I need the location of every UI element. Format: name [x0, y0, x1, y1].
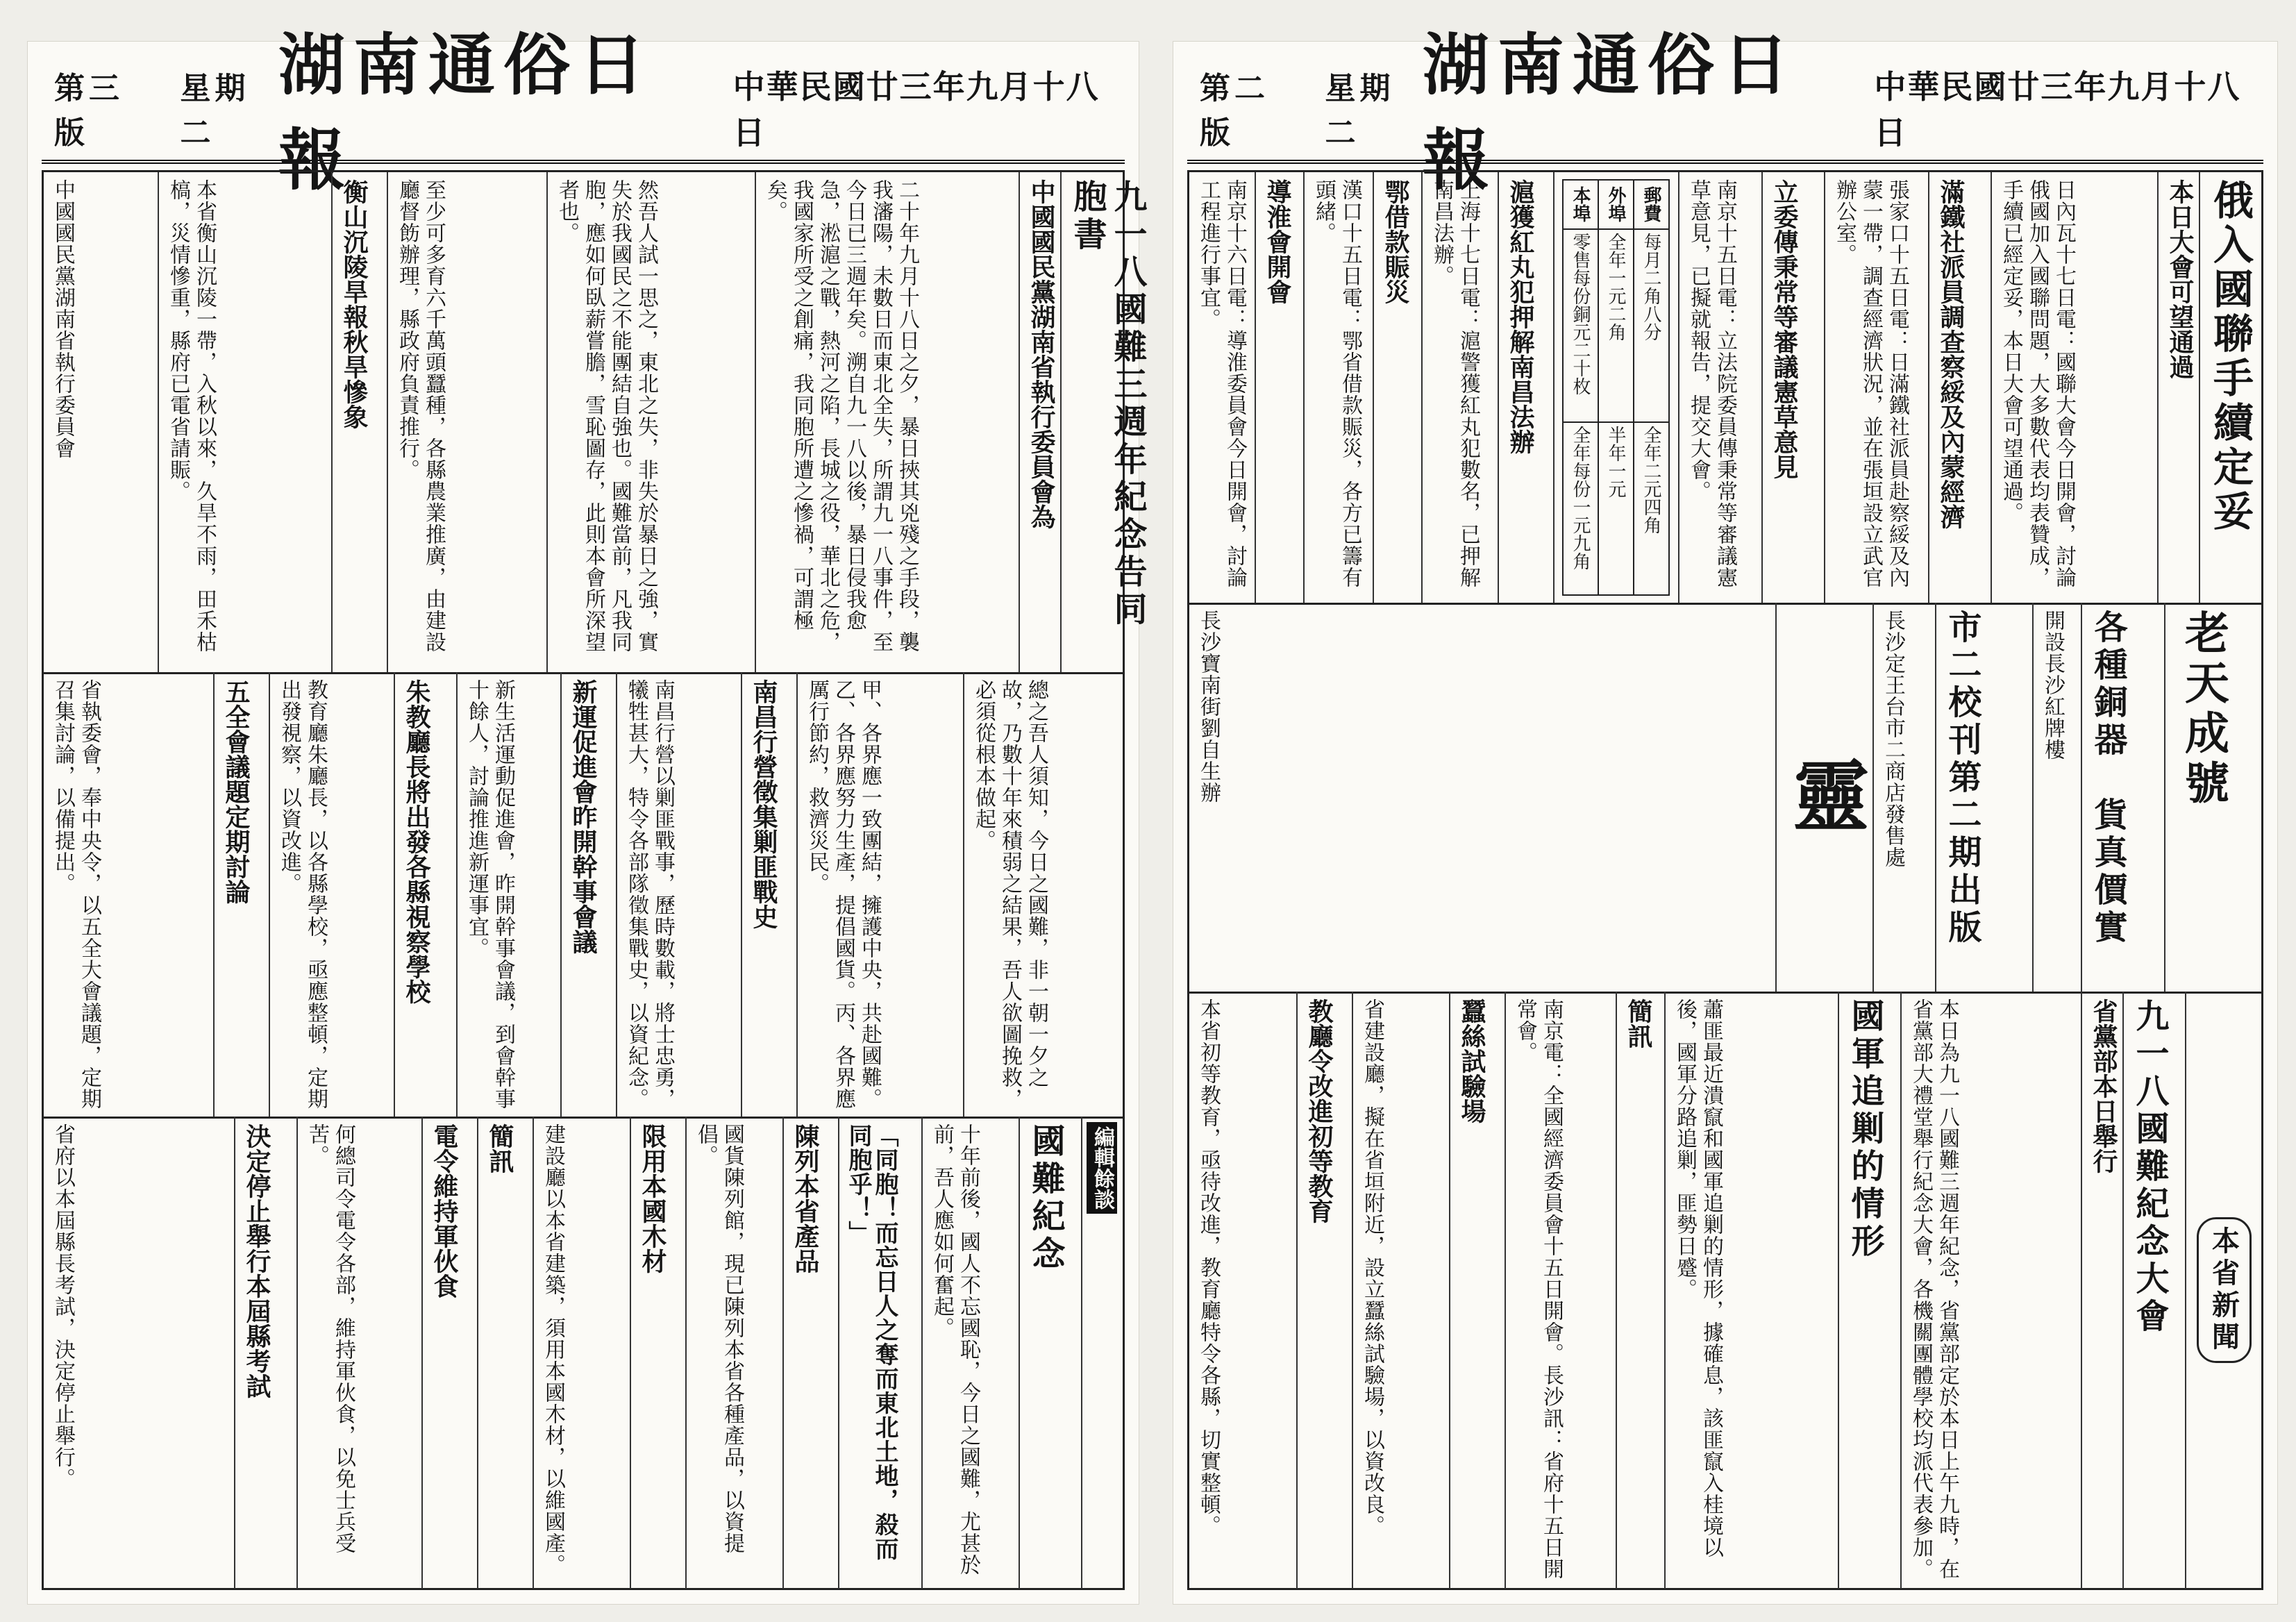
- page-body: [1187, 170, 2263, 1590]
- ad-brand: 靈: [1780, 756, 1870, 838]
- price-header: 本埠: [1563, 180, 1598, 229]
- text-cell: [1900, 992, 2081, 1589]
- article-text: 蕭匪最近潰竄和國軍追剿的情形，據確息，該匪竄入桂境以後，國軍分路追剿，匪勢日蹙。: [1673, 998, 1723, 1558]
- text-cell: [546, 172, 755, 672]
- article-headline: 滿鐵社派員調查察綏及內蒙經濟: [1936, 179, 1966, 529]
- article-text: 何總司令電令各部，維持軍伙食，以免士兵受苦。: [305, 1123, 355, 1554]
- text-cell: [796, 672, 963, 1117]
- headline-cell: [1838, 992, 1900, 1589]
- headline-cell: [782, 1117, 838, 1589]
- section-label-cell: [2185, 992, 2261, 1589]
- price-cell: 零售每份銅元二十枚: [1563, 229, 1598, 422]
- article-text: 省執委會，奉中央令，以五全大會議題，定期召集討論，以備提出。: [51, 679, 101, 1110]
- ad-address: 開設長沙紅牌樓: [2041, 610, 2065, 760]
- article-headline: 簡訊: [485, 1123, 514, 1173]
- masthead: [42, 26, 1125, 199]
- headline-cell: [1449, 992, 1505, 1589]
- article-text: 教育廳朱廳長，以各縣學校，亟應整頓，定期出發視察，以資改進。: [277, 679, 328, 1110]
- text-cell: [1421, 172, 1498, 603]
- article-quote: 「同胞！而忘日人之奪而東北土地，殺而同胞乎！」: [844, 1123, 898, 1561]
- article-subheadline: 本日大會可望通過: [2165, 179, 2195, 379]
- ad-address: 長沙定王台市二商店發售處: [1881, 610, 1905, 868]
- text-cell: [533, 1117, 630, 1589]
- subheadline-cell: [1019, 172, 1060, 672]
- ad-cell: [2032, 603, 2081, 992]
- newspaper-title: 湖南通俗日報: [278, 26, 654, 199]
- subheadline-cell: [2081, 992, 2122, 1589]
- article-headline: 電令維持軍伙食: [430, 1123, 459, 1298]
- article-text: 省府以本屆縣長考試，決定停止舉行。: [51, 1123, 75, 1489]
- article-headline: 立委傳秉常等審議憲草意見: [1770, 179, 1799, 479]
- column-label: 編輯餘談: [1087, 1122, 1117, 1214]
- newspaper-title: 湖南通俗日報: [1422, 26, 1798, 199]
- weekday-label: 星期二: [1325, 71, 1395, 151]
- headline-cell: [1060, 172, 1147, 672]
- section-label: 本省新聞: [2197, 1217, 2252, 1363]
- headline-cell: [1928, 172, 1991, 603]
- article-headline: 蠶絲試驗場: [1457, 998, 1486, 1123]
- price-cell: 全年一元二角: [1598, 229, 1634, 422]
- price-cell: 全年二元四角: [1634, 422, 1669, 595]
- ad-cell: [1775, 603, 1872, 992]
- newspaper-page-2: [1173, 26, 2277, 1604]
- article-headline: 衡山沉陵旱報秋旱慘象: [340, 179, 369, 429]
- ad-cell: [1189, 603, 1775, 992]
- subheadline-cell: [2157, 172, 2199, 603]
- price-header: 郵費: [1634, 180, 1669, 229]
- text-cell: [1664, 992, 1838, 1589]
- article-headline: 國軍追剿的情形: [1845, 998, 1884, 1261]
- price-table-cell: [1553, 172, 1678, 603]
- text-cell: [1303, 172, 1373, 603]
- headline-cell: [560, 672, 616, 1117]
- article-headline: 鄂借款賑災: [1381, 179, 1410, 304]
- article-headline: 俄入國聯手續定妥: [2206, 179, 2254, 535]
- headline-cell: [630, 1117, 685, 1589]
- issue-date: 中華民國廿三年九月十八日: [1874, 68, 2241, 151]
- article-text: 南京電：全國經濟委員會十五日開會。長沙訊：省府十五日開常會。: [1513, 998, 1564, 1580]
- headline-cell: [477, 1117, 533, 1589]
- article-headline: 九一八國難紀念大會: [2130, 998, 2169, 1336]
- text-cell: [269, 672, 394, 1117]
- article-text: 本省初等教育，亟待改進，教育廳特令各縣，切實整頓。: [1196, 998, 1221, 1537]
- headline-cell: [1616, 992, 1664, 1589]
- headline-cell: [234, 1117, 296, 1589]
- ad-cell: [1872, 603, 1935, 992]
- article-text: 新生活運動促進會，昨開幹事會議，到會幹事十餘人，討論推進新運事宜。: [464, 679, 515, 1110]
- article-headline: 導淮會開會: [1263, 179, 1292, 304]
- text-cell: [44, 172, 158, 672]
- article-text: 省建設廳，擬在省垣附近，設立蠶絲試驗場，以資改良。: [1360, 998, 1384, 1537]
- text-cell: [1991, 172, 2157, 603]
- article-headline: 陳列本省產品: [791, 1123, 820, 1273]
- newspaper-page-3: [28, 26, 1147, 1604]
- article-subheadline: 中國國民黨湖南省執行委員會為: [1027, 179, 1056, 529]
- article-text: 中國國民黨湖南省執行委員會: [51, 179, 75, 459]
- price-cell: 半年一元: [1598, 422, 1634, 595]
- text-cell: [1678, 172, 1761, 603]
- bottom-section: [1189, 992, 2261, 1589]
- headline-cell: [394, 672, 456, 1117]
- text-cell: [1505, 992, 1616, 1589]
- article-text: 張家口十五日電：日滿鐵社派員赴察綏及內蒙一帶，調查經濟狀況，並在張垣設立武官辦公室。: [1832, 179, 1909, 588]
- headline-cell: [331, 172, 387, 672]
- text-cell: [1189, 172, 1255, 603]
- text-cell: [963, 672, 1123, 1117]
- article-text: 日內瓦十七日電：國聯大會今日開會，討論俄國加入國聯問題，大多數代表均表贊成，手續已經定妥，本日大會可望通過。: [1999, 179, 2076, 588]
- article-headline: 九一八國難三週年紀念告同胞書: [1068, 179, 1147, 629]
- text-cell: [755, 172, 1019, 672]
- text-cell: [456, 672, 560, 1117]
- top-section: [44, 172, 1147, 674]
- issue-date: 中華民國廿三年九月十八日: [732, 68, 1100, 151]
- article-text: 本日為九一八國難三週年紀念，省黨部定於本日上午九時，在省黨部大禮堂舉行紀念大會，各機關團體學校均派代表參加。: [1909, 998, 1959, 1580]
- headline-cell: [1373, 172, 1421, 603]
- article-text: 甲、各界應一致團結，擁護中央，共赴國難。乙、各界應努力生產，提倡國貨。丙、各界應厲行節約，救濟災民。: [805, 679, 882, 1110]
- article-headline: 朱教廳長將出發各縣視察學校: [402, 679, 431, 1004]
- ad-title: 市二校刊第二期出版: [1943, 610, 1981, 947]
- article-text: 南京十五日電：立法院委員傳秉常等審議憲草意見，已擬就報告，提交大會。: [1686, 179, 1737, 588]
- price-table: [1562, 179, 1670, 596]
- article-text: 二十年九月十八日之夕，暴日挾其兇殘之手段，襲我瀋陽，未數日而東北全失，所謂九一八事件，至今日已三週年矣。溯自九一八以後，暴日侵我愈急，淞滬之戰，熱河之陷，長城之役，華北之危，我國家所受之創痛，我同胞所遭之慘禍，可謂極矣。: [763, 179, 919, 653]
- edition-label: 第三版: [54, 71, 124, 151]
- ad-cell: [2164, 603, 2261, 992]
- text-cell: [158, 172, 331, 672]
- article-text: 漢口十五日電：鄂省借款賑災，各方已籌有頭緒。: [1312, 179, 1362, 588]
- price-cell: 全年每份一元九角: [1563, 422, 1598, 595]
- headline-cell: [1761, 172, 1824, 603]
- article-subheadline: 省黨部本日舉行: [2089, 998, 2118, 1173]
- article-headline: 簡訊: [1624, 998, 1653, 1048]
- headline-cell: [1255, 172, 1303, 603]
- middle-section: [44, 672, 1123, 1119]
- text-cell: [1189, 992, 1296, 1589]
- article-text: 南昌行營以剿匪戰事，歷時數載，將士忠勇，犧牲甚大，特令各部隊徵集戰史，以資紀念。: [624, 679, 675, 1110]
- text-cell: [387, 172, 546, 672]
- page-body: [42, 170, 1147, 1590]
- edition-label: 第二版: [1200, 71, 1269, 151]
- price-cell: 每月二角八分: [1634, 229, 1669, 422]
- article-text: 南京十六日電：導淮委員會今日開會，討論工程進行事宜。: [1196, 179, 1247, 588]
- ad-cell: [2081, 603, 2164, 992]
- advertisement-section: [1189, 603, 2261, 994]
- price-header: 外埠: [1598, 180, 1634, 229]
- article-text: 國貨陳列館，現已陳列本省各種產品，以資提倡。: [694, 1123, 744, 1554]
- ad-brand: 老天成號: [2177, 610, 2229, 810]
- text-cell: [685, 1117, 782, 1589]
- ad-address: 長沙寶南街劉自生辦: [1196, 610, 1221, 803]
- headline-cell: [213, 672, 269, 1117]
- headline-cell: [741, 672, 796, 1117]
- masthead: [1187, 26, 2263, 199]
- text-cell: [921, 1117, 1019, 1589]
- text-cell: [296, 1117, 421, 1589]
- article-headline: 國難紀念: [1026, 1123, 1065, 1273]
- headline-cell: [2122, 992, 2185, 1589]
- text-cell: [616, 672, 741, 1117]
- headline-cell: [1296, 992, 1352, 1589]
- article-headline: 南昌行營徵集剿匪戰史: [749, 679, 778, 929]
- article-text: 建設廳以本省建築，須用本國木材，以維國產。: [541, 1123, 565, 1575]
- article-headline: 滬獲紅丸犯押解南昌法辦: [1506, 179, 1535, 454]
- article-text: 本省衡山沉陵一帶，入秋以來，久旱不雨，田禾枯槁，災情慘重，縣府已電省請賑。: [166, 179, 217, 653]
- text-cell: [44, 672, 213, 1117]
- article-headline: 教廳令改進初等教育: [1305, 998, 1334, 1223]
- article-headline: 新運促進會昨開幹事會議: [569, 679, 598, 954]
- weekday-label: 星期二: [180, 71, 250, 151]
- article-text: 上海十七日電：滬警獲紅丸犯數名，已押解南昌法辦。: [1430, 179, 1480, 588]
- article-text: 至少可多育六千萬頭蠶種，各縣農業推廣，由建設廳督飭辦理，縣政府負責推行。: [395, 179, 446, 653]
- text-cell: [1824, 172, 1928, 603]
- label-cell: [1081, 1117, 1123, 1589]
- text-cell: [1352, 992, 1449, 1589]
- text-cell: [838, 1117, 921, 1589]
- article-headline: 限用本國木材: [638, 1123, 667, 1273]
- top-section: [1189, 172, 2261, 605]
- headline-cell: [1498, 172, 1553, 603]
- article-headline: 五全會議題定期討論: [221, 679, 251, 904]
- ad-slogan: 各種銅器 貨真價實: [2088, 610, 2127, 947]
- headline-cell: [1019, 1117, 1081, 1589]
- article-headline: 決定停止舉行本屆縣考試: [242, 1123, 271, 1398]
- article-text: 十年前後，國人不忘國恥，今日之國難，尤甚於前，吾人應如何奮起。: [930, 1123, 980, 1575]
- headline-cell: [421, 1117, 477, 1589]
- bottom-section: [44, 1117, 1123, 1589]
- headline-cell: [2199, 172, 2261, 603]
- ad-cell: [1935, 603, 2032, 992]
- article-text: 然吾人試一思之，東北之失，非失於暴日之強，實失於我國民之不能團結自強也。國難當前，凡我同胞，應如何臥薪嘗膽，雪恥圖存，此則本會所深望者也。: [555, 179, 658, 653]
- text-cell: [44, 1117, 234, 1589]
- article-text: 總之吾人須知，今日之國難，非一朝一夕之故，乃數十年來積弱之結果，吾人欲圖挽救，必須從根本做起。: [971, 679, 1048, 1110]
